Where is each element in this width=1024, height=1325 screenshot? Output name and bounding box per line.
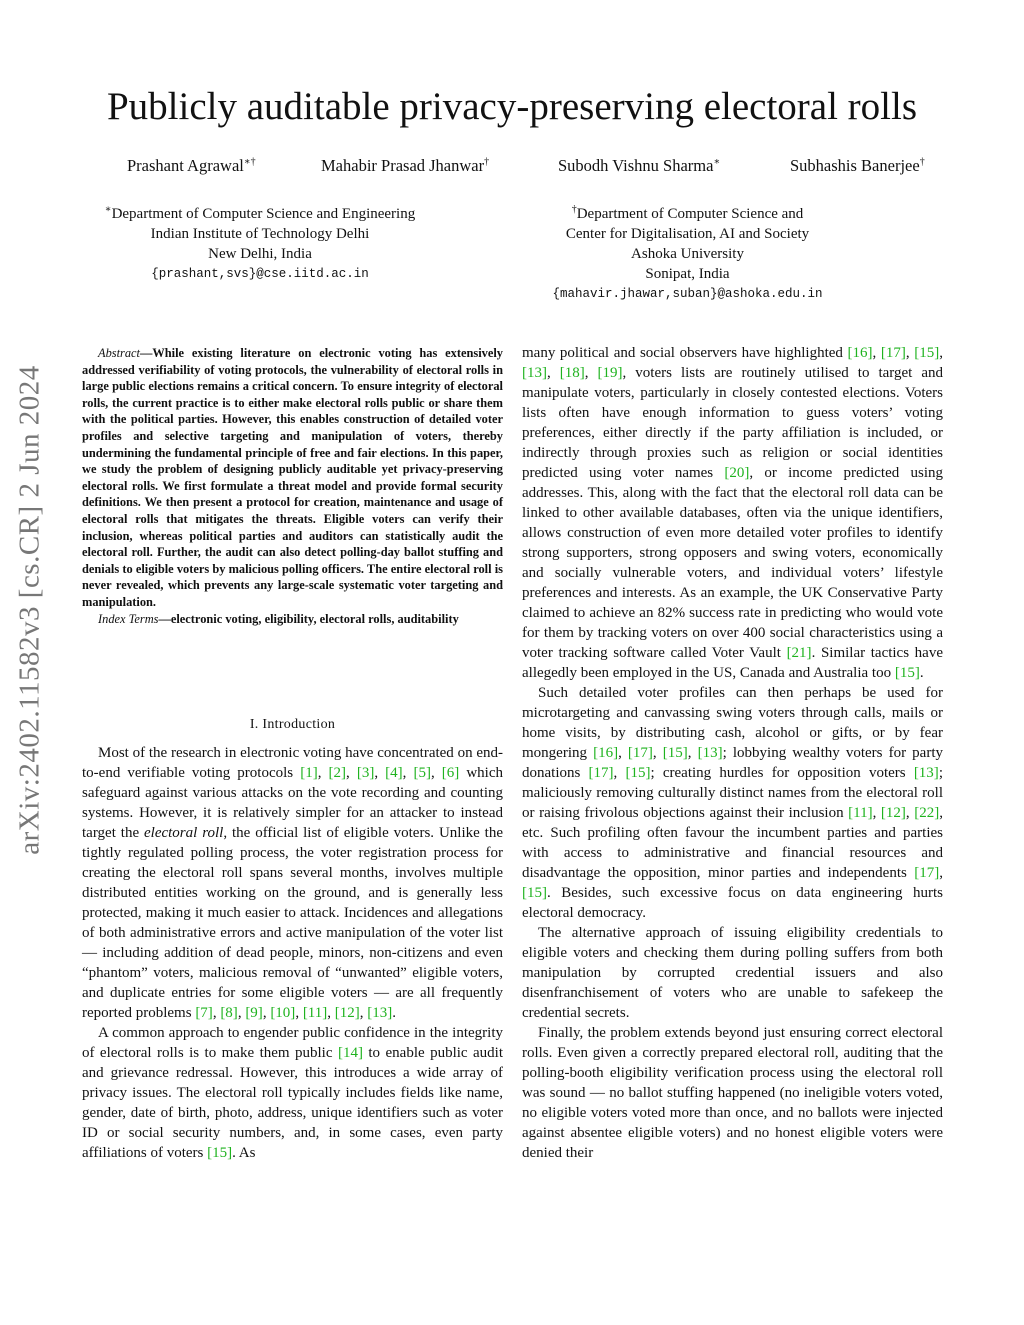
citation-link[interactable]: [14]: [337, 1045, 363, 1061]
author-name: Mahabir Prasad Jhanwar†: [321, 156, 490, 175]
citation-link[interactable]: [15]: [662, 745, 688, 761]
paragraph: The alternative approach of issuing eligibility credentials to eligible voters and checking them during polling suffers from both manipulation by corrupted credential issuers and also disenfranchisement of voters who are unable to safekeep the credential secrets.: [522, 925, 943, 1021]
citation-link[interactable]: [10]: [270, 1005, 296, 1021]
citation-link[interactable]: [11]: [848, 805, 873, 821]
arxiv-identifier: arXiv:2402.11582v3 [cs.CR] 2 Jun 2024: [13, 365, 46, 855]
affiliation-ashoka: †Department of Computer Science and Center for Digitalisation, AI and Society Ashoka University Sonipat, India {mahavir.jhawar,suban}@ashoka.edu.in: [515, 200, 860, 304]
citation-link[interactable]: [15]: [522, 885, 547, 901]
citation-link[interactable]: [17]: [914, 865, 940, 881]
citation-link[interactable]: [8]: [220, 1005, 238, 1021]
citation-link[interactable]: [15]: [207, 1145, 233, 1161]
citation-link[interactable]: [13]: [913, 765, 939, 781]
citation-link[interactable]: [15]: [625, 765, 651, 781]
citation-link[interactable]: [17]: [627, 745, 653, 761]
email: {prashant,svs}@cse.iitd.ac.in: [151, 267, 369, 281]
author-name: Subodh Vishnu Sharma∗: [558, 156, 721, 175]
paragraph: Finally, the problem extends beyond just ensuring correct electoral rolls. Even given a correctly prepared electoral roll, auditing that the polling-booth eligibility verification process using the electoral roll was sound — no ballot stuffing happened (no ineligible voters voted, no eligible voters voted more than once, and no ballots were injected against absentee eligible voters) and no honest eligible voters were denied their: [522, 1025, 943, 1161]
citation-link[interactable]: [1]: [300, 765, 318, 781]
citation-link[interactable]: [12]: [880, 805, 906, 821]
paper-title: Publicly auditable privacy-preserving electoral rolls: [106, 85, 918, 128]
paragraph: A common approach to engender public confidence in the integrity of electoral rolls is to make them public [14] to enable public audit and grievance redressal. However, this introduces a wide array of privacy issues. The electoral roll typically includes fields like name, gender, date of birth, photo, address, unique identifiers such as voter ID or social security numbers, and, in some cases, even party affiliations of voters [15]. As: [82, 1025, 504, 1161]
citation-link[interactable]: [2]: [328, 765, 347, 781]
citation-link[interactable]: [11]: [302, 1005, 328, 1021]
citation-link[interactable]: [21]: [786, 645, 812, 661]
citation-link[interactable]: [22]: [914, 805, 940, 821]
abstract-label: Abstract: [98, 346, 140, 360]
citation-link[interactable]: [19]: [597, 365, 623, 381]
paragraph: Most of the research in electronic voting have concentrated on end-to-end verifiable voting protocols [1], [2], [3], [4], [5], [6] which safeguard against various attacks on the vote recording and counting systems. However, it is relatively simpler for an attacker to instead target the electoral roll, the official list of eligible voters. Unlike the tightly regulated polling process, the voter registration process for creating the electoral roll spans several months, involves multiple distributed entities working on the ground, and is generally less protected, making it much easier to attack. Incidences and allegations of both administrative errors and active manipulation of the voter list — including addition of dead people, minors, non-citizens and even “phantom” voters, malicious removal of “unwanted” eligible voters, and duplicate entries for some eligible voters — are all frequently reported problems [7], [8], [9], [10], [11], [12], [13].: [82, 745, 503, 1021]
citation-link[interactable]: [13]: [367, 1005, 393, 1021]
section-heading: I. Introduction: [249, 717, 336, 732]
paragraph: Such detailed voter profiles can then perhaps be used for microtargeting and canvassing swing voters through calls, mails or home visits, by distributing cash, alcohol or gifts, or by fear mongering [16], [17], [15], [13]; lobbying wealthy voters for party donations [17], [15]; creating hurdles for opposition voters [13]; maliciously removing culturally distinct names from the electoral roll or raising frivolous objections against their inclusion [11], [12], [22], etc. Such profiling often favour the incumbent parties and parties with access to administrative and financial resources and disadvantage the opposition, minor parties and independents [17], [15]. Besides, such excessive focus on data engineering hurts electoral democracy.: [522, 685, 943, 921]
affiliation-iitd: ∗Department of Computer Science and Engineering Indian Institute of Technology Delhi New Delhi, India {prashant,svs}@cse.iitd.ac.in: [80, 200, 440, 284]
email: {mahavir.jhawar,suban}@ashoka.edu.in: [552, 287, 823, 301]
citation-link[interactable]: [17]: [588, 765, 614, 781]
citation-link[interactable]: [16]: [593, 745, 619, 761]
citation-link[interactable]: [13]: [697, 745, 723, 761]
left-column-body: [82, 743, 503, 1163]
citation-link[interactable]: [20]: [724, 465, 750, 481]
citation-link[interactable]: [15]: [894, 665, 920, 681]
right-column-body: [522, 343, 943, 1163]
citation-link[interactable]: [18]: [559, 365, 585, 381]
citation-link[interactable]: [17]: [880, 345, 906, 361]
citation-link[interactable]: [6]: [441, 765, 460, 781]
index-terms-label: Index Terms: [98, 611, 159, 626]
citation-link[interactable]: [4]: [385, 765, 403, 781]
author-name: Prashant Agrawal∗†: [127, 156, 256, 175]
citation-link[interactable]: [12]: [334, 1005, 360, 1021]
citation-link[interactable]: [13]: [522, 365, 547, 381]
citation-link[interactable]: [5]: [413, 765, 431, 781]
citation-link[interactable]: [3]: [356, 765, 375, 781]
citation-link[interactable]: [7]: [195, 1005, 213, 1021]
citation-link[interactable]: [16]: [847, 345, 873, 361]
paragraph: many political and social observers have highlighted [16], [17], [15], [13], [18], [19], voters lists are routinely utilised to target and manipulate voters, particularly in closely contested elections. Voters lists often have enough information to guess voters’ voting preferences, either directly if the party affiliation is included, or indirectly through proxies such as religion or social identities predicted using voter names [20], or income predicted using addresses. This, along with the fact that the electoral roll data can be linked to other available databases, often via the unique identifiers, allows construction of even more detailed voter profiles to identify strong supporters, strong opposers and swing voters, economically and socially vulnerable voters, and individual voters’ lifestyle preferences and interests. As an example, the UK Conservative Party claimed to achieve an 82% success rate in predicting who would vote for them by tracking voters on over 400 social characteristics using a voter tracking software called Voter Vault [21]. Similar tactics have allegedly been employed in the US, Canada and Australia too [15].: [522, 345, 944, 681]
citation-link[interactable]: [9]: [245, 1005, 263, 1021]
abstract: Abstract—While existing literature on electronic voting has extensively addressed verifiability of voting protocols, the vulnerability of electoral rolls in large public elections remains a critical concern. To ensure integrity of electoral rolls, the current practice is to either make electoral rolls public or share them with the political parties. However, this enables construction of detailed voter profiles and selective targeting and manipulation of voters, thereby undermining the fundamental principle of free and fair elections. In this paper, we study the problem of designing publicly auditable yet privacy-preserving electoral rolls. We first formulate a threat model and provide formal security definitions. We then present a protocol for creation, maintenance and usage of electoral rolls that mitigates the threats. Eligible voters can verify their inclusion, whereas political parties and auditors can statistically audit the electoral roll. Further, the audit can also detect polling-day ballot stuffing and denials to eligible voters by malicious polling officers. The entire electoral roll is never revealed, which prevents any large-scale systematic voter targeting and manipulation. Index Terms—electronic voting, eligibility, electoral rolls, auditability: [82, 346, 503, 626]
author-name: Subhashis Banerjee†: [790, 156, 925, 175]
citation-link[interactable]: [15]: [914, 345, 940, 361]
